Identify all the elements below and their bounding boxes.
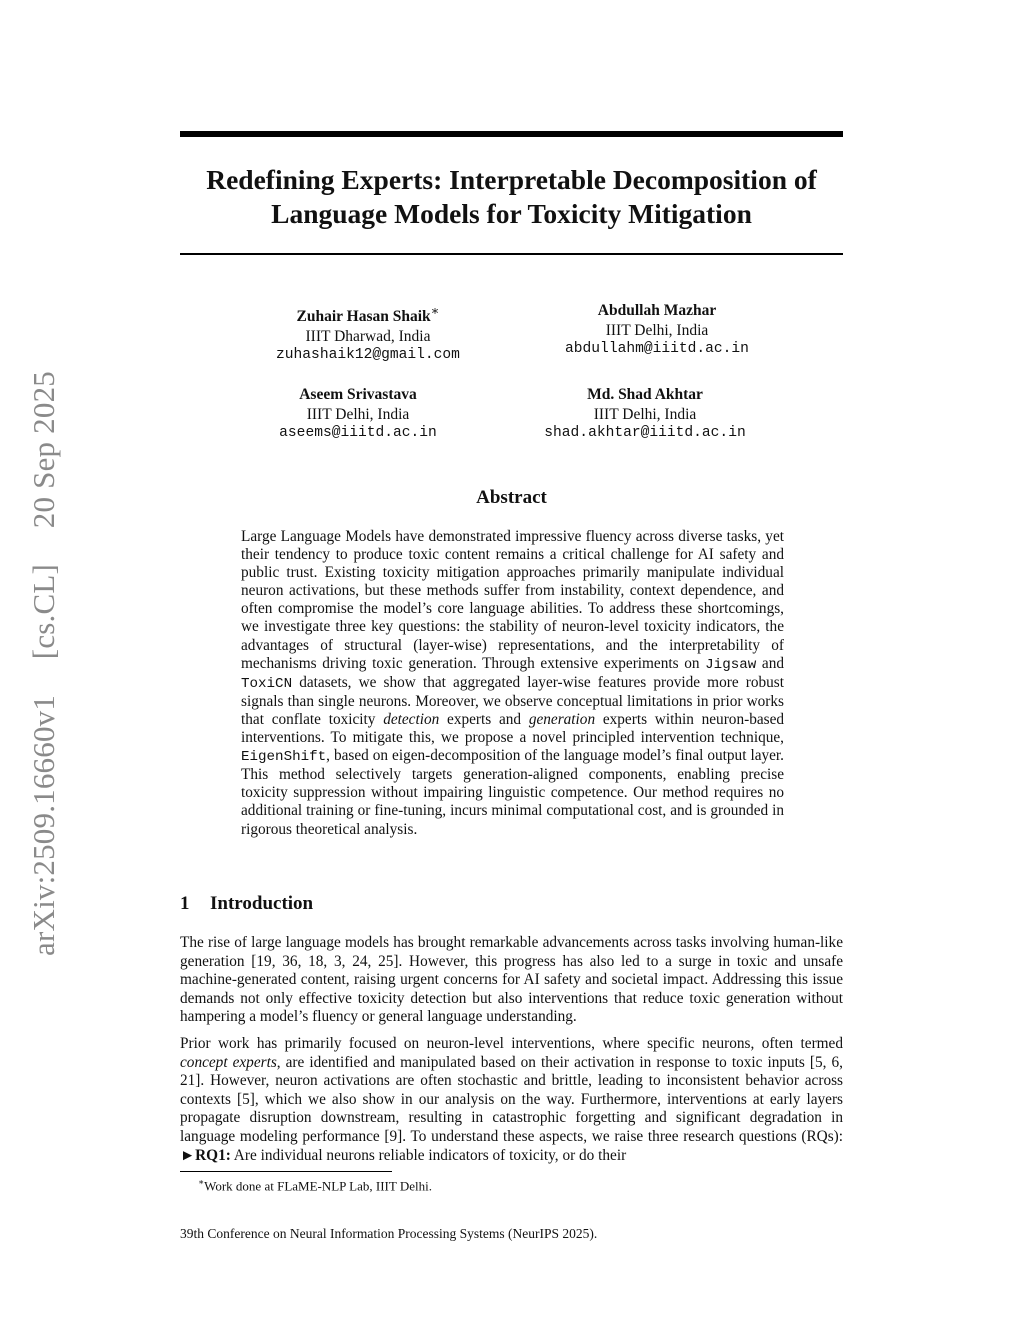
intro-paragraph-2 [180, 1035, 843, 1165]
author-name: Aseem Srivastava [299, 386, 417, 403]
intro-paragraph-1: The rise of large language models has brought remarkable advancements across tasks involving human-like generation [19, 36, 18, 3, 24, 25]. However, this progress has also led to a surge in toxic and unsafe machine-generated content, raising urgent concerns for AI safety and societal impact. Addressing this issue demands not only effective toxicity detection but also interventions that reduce toxic generation without hampering a model’s fluency or general language understanding. [180, 934, 843, 1026]
dataset-name: ToxiCN [241, 675, 293, 692]
arxiv-date: 20 Sep 2025 [26, 371, 61, 529]
paragraph-text: Are individual neurons reliable indicators of toxicity, or do their [230, 1146, 627, 1164]
paragraph-text: , are identified and manipulated based on their activation in response to toxic inputs [5, 6, 21]. However, neuron activations are often stochastic and brittle, leading to inconsistent behavior across contexts [5], which we also show in our analysis on the way. Furthermore, interventions at early layers propagate disruption downstream, resulting in catastrophic forgetting and significant degradation in language modeling performance [9]. To understand these aspects, we raise three research questions (RQs): [180, 1053, 843, 1145]
author-affiliation: IIIT Delhi, India [306, 405, 410, 423]
author-affiliation: IIIT Dharwad, India [305, 327, 431, 345]
title-line-2: Language Models for Toxicity Mitigation [271, 198, 752, 229]
abstract-body [241, 528, 784, 839]
author-block [208, 385, 508, 444]
author-email: abdullahm@iiitd.ac.in [565, 341, 749, 357]
abstract-text: experts and [439, 710, 529, 728]
author-block [495, 385, 795, 444]
paper-title [180, 163, 843, 231]
author-email: zuhashaik12@gmail.com [276, 347, 460, 364]
section-heading [180, 893, 313, 915]
abstract-text: Large Language Models have demonstrated impressive fluency across diverse tasks, yet their tendency to produce toxic content remains a critical challenge for AI safety and public trust. Existing toxicity mitigation approaches primarily manipulate individual neuron activations, but these methods suffer from instability, context dependence, and often compromise the model’s core language abilities. To address these shortcomings, we investigate three key questions: the stability of neuron-level toxicity indicators, the advantages of structural (layer-wise) representations, and the interpretability of mechanisms driving toxic generation. Through extensive experiments on [241, 528, 784, 672]
paragraph-text: Prior work has primarily focused on neuron-level interventions, where specific neurons, often termed [180, 1035, 843, 1052]
author-affiliation: IIIT Delhi, India [605, 321, 709, 339]
arxiv-category: [cs.CL] [26, 563, 61, 660]
emphasis: concept experts [180, 1053, 277, 1071]
arxiv-id: arXiv:2509.16660v1 [26, 694, 61, 956]
abstract-text: , based on eigen-decomposition of the language model’s final output layer. This method selectively targets generation-aligned components, enabling precise toxicity suppression without impairing linguistic competence. Our method requires no additional training or fine-tuning, incurs minimal computational cost, and is grounded in rigorous theoretical analysis. [241, 747, 784, 838]
author-email: aseems@iiitd.ac.in [279, 425, 437, 441]
venue-note: 39th Conference on Neural Information Processing Systems (NeurIPS 2025). [180, 1226, 598, 1241]
method-name: EigenShift [241, 749, 327, 766]
footnote-rule [180, 1171, 392, 1172]
section-number: 1 [180, 893, 190, 914]
footnote [198, 1177, 432, 1194]
author-affiliation: IIIT Delhi, India [593, 405, 697, 423]
section-title: Introduction [210, 893, 314, 914]
footnote-mark: ∗ [198, 1177, 205, 1187]
author-name: Md. Shad Akhtar [587, 386, 703, 403]
dataset-name: Jigsaw [705, 656, 757, 673]
title-top-rule [180, 131, 843, 137]
abstract-heading: Abstract [476, 487, 547, 508]
author-email: shad.akhtar@iiitd.ac.in [544, 425, 746, 441]
author-block [218, 301, 518, 366]
author-name: Abdullah Mazhar [597, 302, 717, 319]
author-footnote-mark: ∗ [430, 303, 440, 318]
emphasis: generation [528, 710, 596, 728]
abstract-text: experts within neuron-based interventions. To mitigate this, we propose a novel principled intervention technique, [241, 710, 785, 747]
arxiv-identifier [22, 371, 66, 956]
footnote-text: Work done at FLaME-NLP Lab, IIIT Delhi. [204, 1178, 432, 1194]
abstract-text: datasets, we show that aggregated layer-wise features provide more robust signals than single neurons. Moreover, we observe conceptual limitations in prior works that conflate toxicity [241, 673, 784, 728]
rq-label: ►RQ1: [180, 1146, 231, 1164]
author-block [507, 301, 807, 360]
author-name: Zuhair Hasan Shaik [296, 308, 431, 326]
title-bottom-rule [180, 253, 843, 255]
title-line-1: Redefining Experts: Interpretable Decomposition of [206, 164, 817, 195]
abstract-text: and [756, 654, 784, 672]
emphasis: detection [383, 710, 440, 728]
